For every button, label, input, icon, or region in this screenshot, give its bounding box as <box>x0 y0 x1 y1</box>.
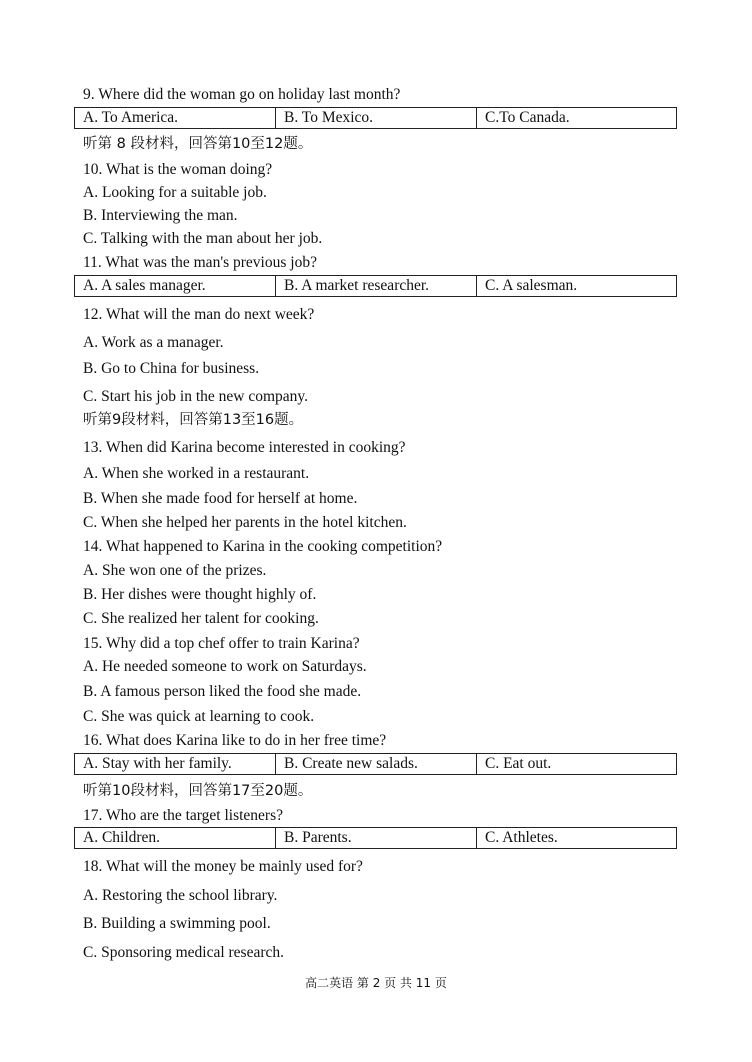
question-14: 14. What happened to Karina in the cooking competition? <box>83 538 443 555</box>
option-b: B. Interviewing the man. <box>83 207 238 224</box>
option-c: C. Talking with the man about her job. <box>83 230 323 247</box>
option-c: C. She realized her talent for cooking. <box>83 610 319 627</box>
question-18: 18. What will the money be mainly used for? <box>83 858 363 875</box>
option-a: A. When she worked in a restaurant. <box>83 465 310 482</box>
page-footer: 高二英语 第 2 页 共 11 页 <box>305 976 447 990</box>
option-b: B. A market researcher. <box>276 276 477 296</box>
question-16: 16. What does Karina like to do in her free time? <box>83 732 387 749</box>
option-b: B. Parents. <box>276 828 477 848</box>
option-a: A. Stay with her family. <box>75 754 276 774</box>
question-11: 11. What was the man's previous job? <box>83 254 317 271</box>
option-c: C. Sponsoring medical research. <box>83 944 285 961</box>
question-12: 12. What will the man do next week? <box>83 306 315 323</box>
option-c: C. Athletes. <box>485 829 558 846</box>
option-c: C. Eat out. <box>485 755 552 772</box>
option-b: B. Create new salads. <box>276 754 477 774</box>
option-b: B. To Mexico. <box>276 108 477 128</box>
options-table-q16 <box>74 753 677 775</box>
option-a: A. Restoring the school library. <box>83 887 278 904</box>
section-heading-8: 听第 8 段材料，回答第10至12题。 <box>83 136 313 152</box>
option-c: C.To Canada. <box>485 109 570 126</box>
options-table-q11 <box>74 275 677 297</box>
question-15: 15. Why did a top chef offer to train Karina? <box>83 635 360 652</box>
option-b: B. Her dishes were thought highly of. <box>83 586 317 603</box>
question-9: 9. Where did the woman go on holiday last month? <box>83 86 401 103</box>
option-c: C. When she helped her parents in the hotel kitchen. <box>83 514 407 531</box>
option-c: C. Start his job in the new company. <box>83 388 309 405</box>
option-b: B. A famous person liked the food she made. <box>83 683 362 700</box>
question-17: 17. Who are the target listeners? <box>83 807 283 824</box>
option-a: A. Looking for a suitable job. <box>83 184 267 201</box>
question-10: 10. What is the woman doing? <box>83 161 273 178</box>
section-heading-9: 听第9段材料，回答第13至16题。 <box>83 412 304 428</box>
options-table-q17 <box>74 827 677 849</box>
question-13: 13. When did Karina become interested in cooking? <box>83 439 406 456</box>
options-table-q9 <box>74 107 677 129</box>
option-c: C. She was quick at learning to cook. <box>83 708 315 725</box>
section-heading-10: 听第10段材料，回答第17至20题。 <box>83 783 313 799</box>
option-b: B. Building a swimming pool. <box>83 915 271 932</box>
option-a: A. Work as a manager. <box>83 334 224 351</box>
option-a: A. He needed someone to work on Saturdays. <box>83 658 367 675</box>
option-a: A. To America. <box>75 108 276 128</box>
option-a: A. A sales manager. <box>75 276 276 296</box>
option-b: B. Go to China for business. <box>83 360 260 377</box>
option-c: C. A salesman. <box>485 277 578 294</box>
option-a: A. Children. <box>75 828 276 848</box>
option-b: B. When she made food for herself at home. <box>83 490 358 507</box>
option-a: A. She won one of the prizes. <box>83 562 267 579</box>
